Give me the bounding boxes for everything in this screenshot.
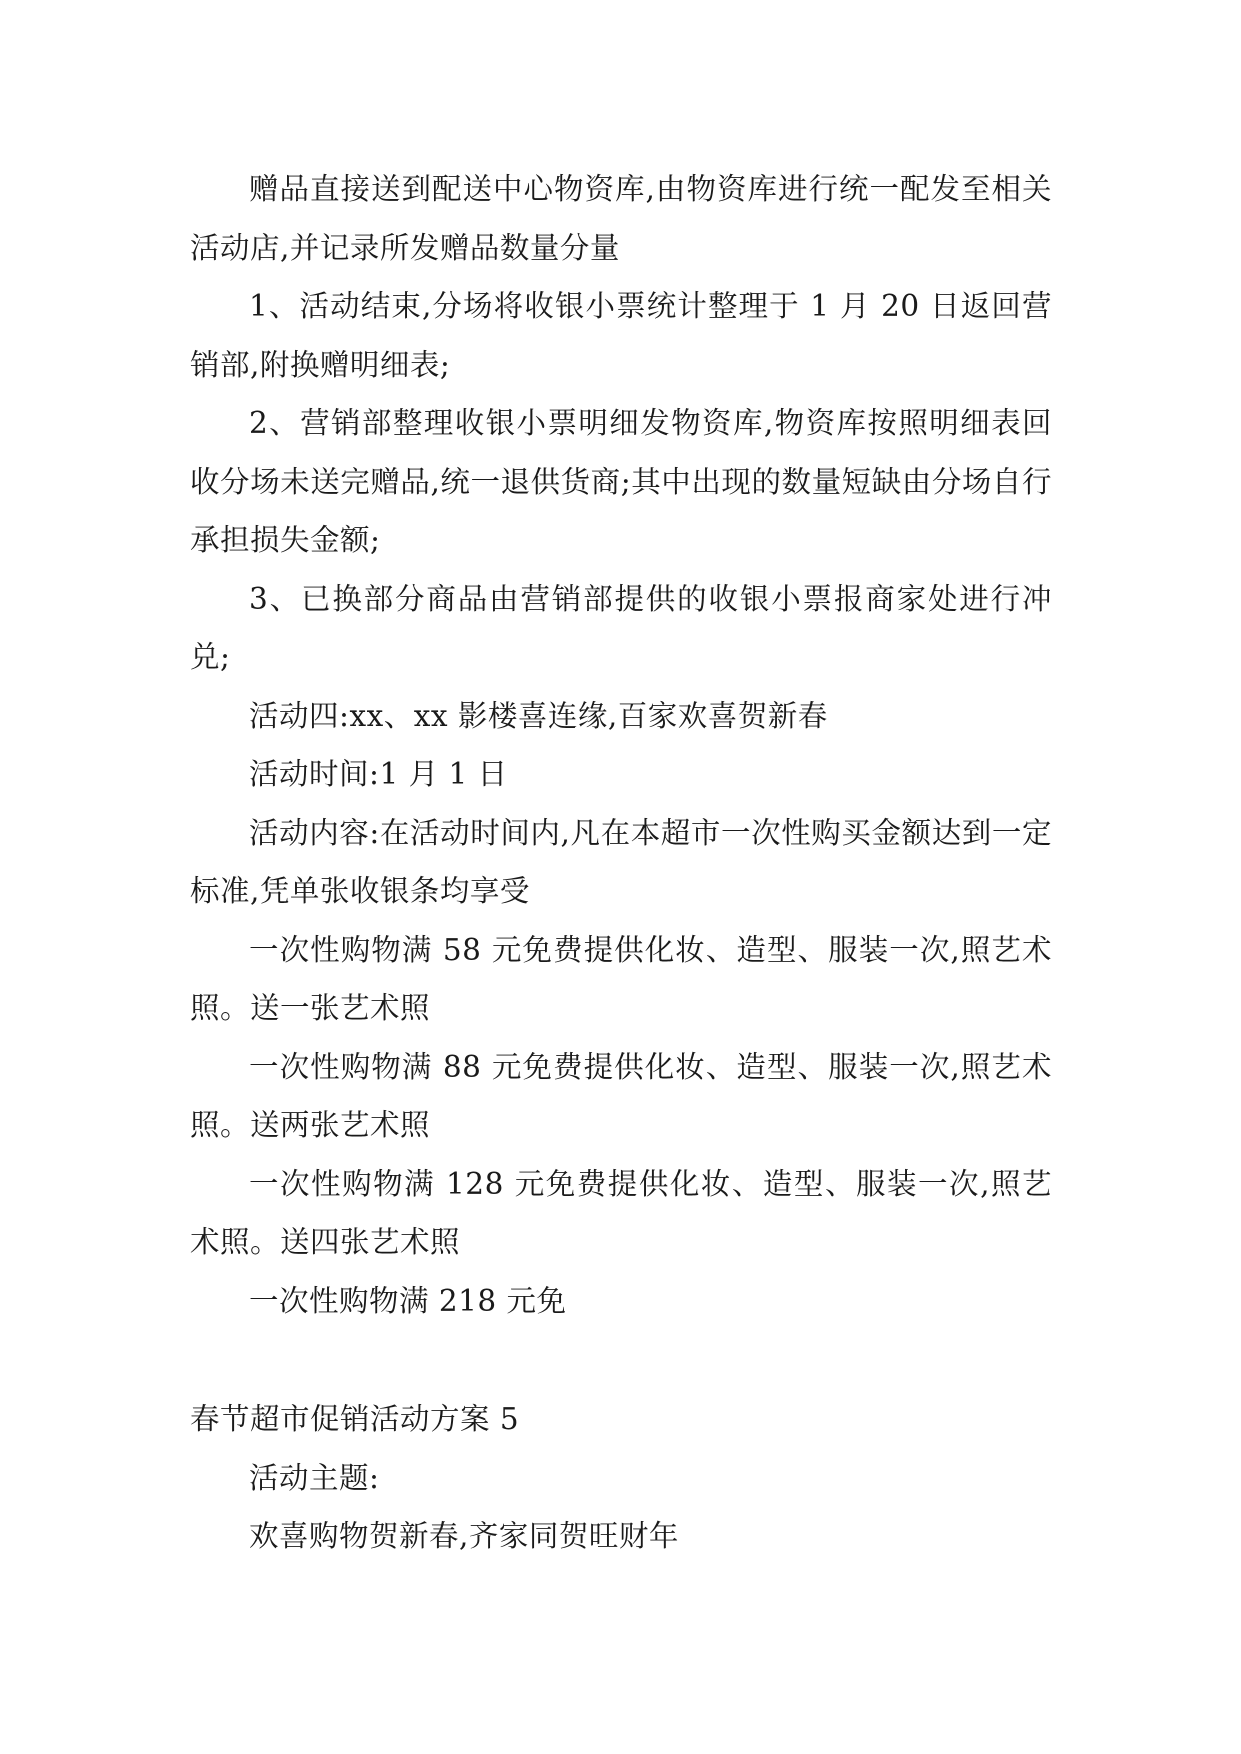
paragraph-activity-time: 活动时间:1 月 1 日 [249,757,508,791]
paragraph-tier-58: 一次性购物满 58 元免费提供化妆、造型、服装一次,照艺术照。送一张艺术照 [190,932,1052,1025]
paragraph-step-1: 1、活动结束,分场将收银小票统计整理于 1 月 20 日返回营销部,附换赠明细表; [190,289,1052,382]
paragraph-theme-label: 活动主题: [249,1460,380,1495]
paragraph-theme-text: 欢喜购物贺新春,齐家同贺旺财年 [249,1519,679,1553]
paragraph-activity-content: 活动内容:在活动时间内,凡在本超市一次性购买金额达到一定标准,凭单张收银条均享受 [190,815,1052,908]
section-heading: 春节超市促销活动方案 5 [190,1402,520,1436]
paragraph-tier-218: 一次性购物满 218 元免 [249,1283,567,1318]
paragraph-activity-four-title: 活动四:xx、xx 影楼喜连缘,百家欢喜贺新春 [249,698,828,733]
paragraph-gift-delivery: 赠品直接送到配送中心物资库,由物资库进行统一配发至相关活动店,并记录所发赠品数量分量 [190,172,1052,265]
paragraph-tier-128: 一次性购物满 128 元免费提供化妆、造型、服装一次,照艺术照。送四张艺术照 [190,1166,1052,1259]
paragraph-step-2: 2、营销部整理收银小票明细发物资库,物资库按照明细表回收分场未送完赠品,统一退供货商;其中出现的数量短缺由分场自行承担损失金额; [190,406,1052,557]
document-body [190,160,1052,1566]
paragraph-step-3: 3、已换部分商品由营销部提供的收银小票报商家处进行冲兑; [190,581,1052,674]
paragraph-tier-88: 一次性购物满 88 元免费提供化妆、造型、服装一次,照艺术照。送两张艺术照 [190,1049,1052,1142]
